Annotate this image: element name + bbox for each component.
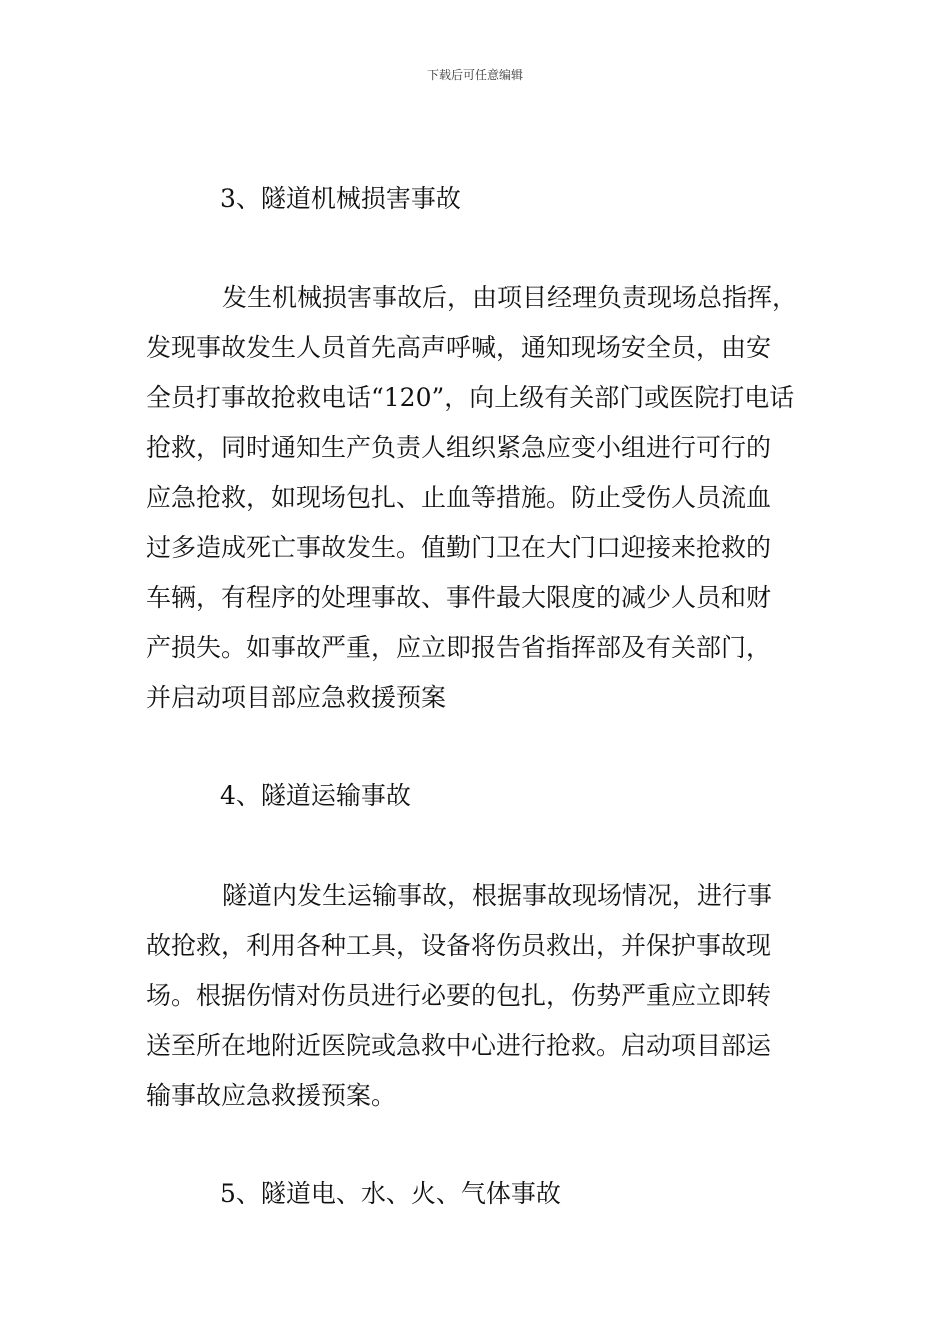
- section-heading: 5、隧道电、水、火、气体事故: [220, 1179, 561, 1208]
- paragraph-line: 发生机械损害事故后，由项目经理负责现场总指挥，: [222, 283, 798, 312]
- paragraph-line: 应急抢救，如现场包扎、止血等措施。防止受伤人员流血: [146, 483, 772, 512]
- section-heading: 3、隧道机械损害事故: [220, 184, 461, 213]
- paragraph-line: 故抢救，利用各种工具，设备将伤员救出，并保护事故现: [146, 931, 772, 960]
- paragraph-line: 送至所在地附近医院或急救中心进行抢救。启动项目部运: [146, 1031, 772, 1060]
- paragraph-line: 全员打事故抢救电话“120”，向上级有关部门或医院打电话: [146, 383, 795, 412]
- paragraph-line: 并启动项目部应急救援预案: [146, 683, 447, 712]
- page-header: 下载后可任意编辑: [426, 68, 523, 82]
- paragraph-line: 发现事故发生人员首先高声呼喊，通知现场安全员，由安: [146, 333, 772, 362]
- paragraph-line: 车辆，有程序的处理事故、事件最大限度的减少人员和财: [146, 583, 772, 612]
- section-heading: 4、隧道运输事故: [220, 781, 411, 810]
- paragraph-line: 抢救，同时通知生产负责人组织紧急应变小组进行可行的: [146, 433, 772, 462]
- paragraph-line: 场。根据伤情对伤员进行必要的包扎，伤势严重应立即转: [146, 981, 772, 1010]
- paragraph-line: 过多造成死亡事故发生。值勤门卫在大门口迎接来抢救的: [146, 533, 772, 562]
- paragraph-line: 输事故应急救援预案。: [146, 1081, 397, 1110]
- paragraph-line: 隧道内发生运输事故，根据事故现场情况，进行事: [222, 881, 773, 910]
- paragraph-line: 产损失。如事故严重，应立即报告省指挥部及有关部门，: [146, 633, 772, 662]
